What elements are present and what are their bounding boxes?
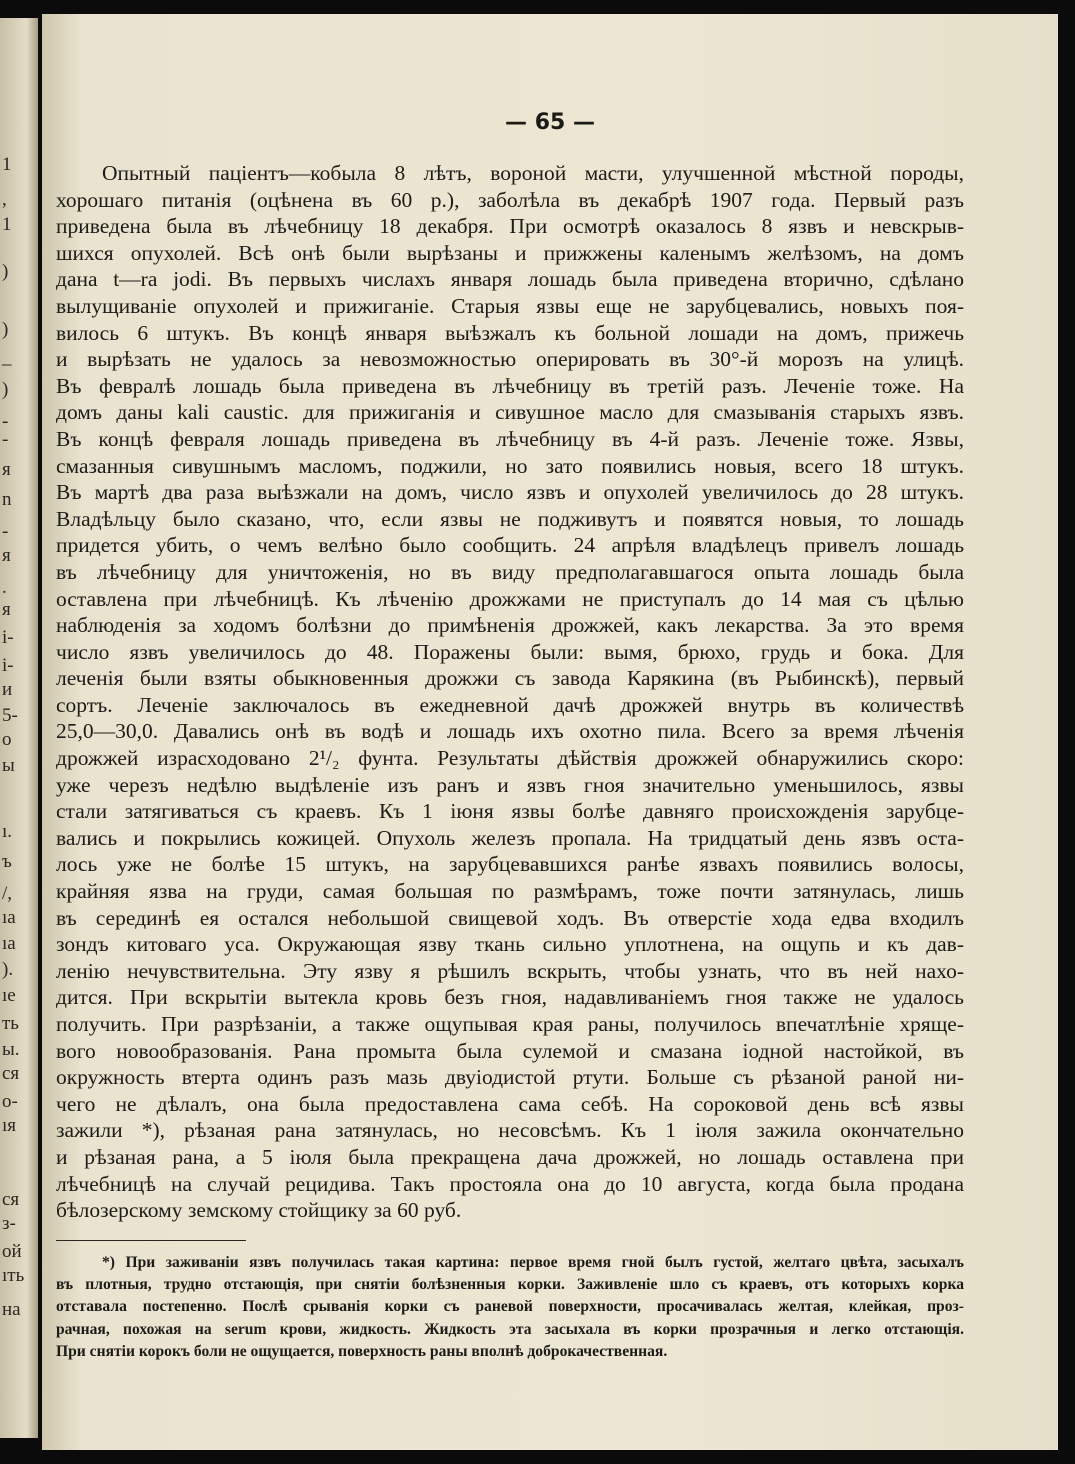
book-page <box>42 14 1058 1450</box>
adjacent-page-fragment: ой <box>2 1241 22 1262</box>
adjacent-page-fragment: , <box>2 189 7 210</box>
adjacent-page-fragment: 5- <box>2 705 18 726</box>
adjacent-page-fragment: я <box>2 599 11 620</box>
text-line: придется убить, о чемъ велѣно было сообщить. 24 апрѣля владѣлецъ привелъ лошадь <box>56 533 964 558</box>
adjacent-page-edge <box>0 18 38 1438</box>
text-line: вылущиваніе опухолей и прижиганіе. Старыя язвы еще не зарубцевались, новыхъ поя- <box>56 293 964 318</box>
adjacent-page-fragment: ıe <box>2 985 16 1006</box>
adjacent-page-fragment: 1 <box>2 214 12 235</box>
text-line: зажили *), рѣзаная рана затянулась, но несовсѣмъ. Къ 1 іюля зажила окончательно <box>56 1118 964 1143</box>
adjacent-page-fragment: n <box>2 489 12 510</box>
footnote-separator <box>56 1240 246 1241</box>
adjacent-page-fragment: ). <box>2 959 14 980</box>
text-line: леченія были взяты обыкновенныя дрожжи съ завода Карякина (въ Рыбинскѣ), первый <box>56 666 964 691</box>
text-line: Въ февралѣ лошадь была приведена въ лѣчебницу въ третій разъ. Леченіе тоже. На <box>56 373 964 398</box>
adjacent-page-fragment: з- <box>2 1213 16 1234</box>
adjacent-page-fragment: ы. <box>2 1039 20 1060</box>
text-line: вилось 6 штукъ. Въ концѣ января выѣзжалъ къ больной лошади на домъ, прижечь <box>56 320 964 345</box>
adjacent-page-fragment: ть <box>2 1013 19 1034</box>
adjacent-page-fragment: - <box>2 429 9 450</box>
text-line: и рѣзаная рана, а 5 іюля была прекращена дача дрожжей, но лошадь оставлена при <box>56 1144 964 1169</box>
text-line: оставлена при лѣчебницѣ. Къ лѣченію дрожжами не приступалъ до 14 мая съ цѣлью <box>56 586 964 611</box>
adjacent-page-fragment: о- <box>2 1091 18 1112</box>
text-line: бѣлозерскому земскому стойщику за 60 руб. <box>56 1198 462 1223</box>
text-line: домъ даны kali caustic. для прижиганія и сивушное масло для смазыванія старыхъ язвъ. <box>56 400 964 425</box>
adjacent-page-fragment: я <box>2 545 11 566</box>
text-line: зондъ китоваго уса. Окружающая язву ткань сильно уплотнена, на ощупь и къ дав- <box>56 932 964 957</box>
text-line: 25,0—30,0. Давались онѣ въ водѣ и лошадь ихъ охотно пила. Всего за время лѣченія <box>56 719 964 744</box>
text-line: вались и покрылись кожицей. Опухоль железъ пропала. На тридцатый день язвъ оста- <box>56 825 964 850</box>
text-line: лѣчебницѣ на случай рецидива. Такъ простояла она до 10 августа, когда была продана <box>56 1171 964 1196</box>
text-line: смазанныя сивушнымъ масломъ, поджили, но зато появились новыя, всего 18 штукъ. <box>56 453 964 478</box>
footnote-line: При снятіи корокъ боли не ощущается, поверхность раны вполнѣ доброкачественная. <box>56 1342 668 1360</box>
text-line: получить. При разрѣзаніи, а также ощупывая края раны, получилось впечатлѣніе хряще- <box>56 1012 964 1036</box>
page-number: — 65 — <box>505 110 595 135</box>
body-text <box>56 160 964 1224</box>
text-line: Владѣльцу было сказано, что, если язвы не подживутъ и появятся новыя, то лошадь <box>56 506 964 531</box>
adjacent-page-fragment: я <box>2 459 11 480</box>
adjacent-page-fragment: - <box>2 411 9 432</box>
text-line: Опытный паціентъ—кобыла 8 лѣтъ, вороной масти, улучшенной мѣстной породы, <box>102 161 964 185</box>
adjacent-page-fragment: ıя <box>2 1115 17 1136</box>
text-line: стали затягиваться съ краевъ. Къ 1 іюня язвы болѣе давняго происхожденія зарубце- <box>56 799 964 824</box>
adjacent-page-fragment: ся <box>2 1189 20 1210</box>
adjacent-page-fragment: _ <box>2 347 12 368</box>
text-line: крайняя язва на груди, самая большая по размѣрамъ, тоже почти затянулась, лишь <box>56 879 964 904</box>
adjacent-page-fragment: ы <box>2 755 15 776</box>
text-line: сортъ. Леченіе заключалось въ ежедневной дачѣ дрожжей внутрь въ количествѣ <box>56 692 964 717</box>
adjacent-page-fragment: /, <box>2 883 13 904</box>
adjacent-page-fragment: . <box>2 577 7 598</box>
adjacent-page-fragment: ı. <box>2 821 13 842</box>
footnote <box>56 1252 964 1363</box>
text-line: въ серединѣ ея остался небольшой свищевой ходъ. Въ отверстіе хода едва входилъ <box>56 905 964 930</box>
text-line: дана t—ra jodi. Въ первыхъ числахъ января лошадь была приведена вторично, сдѣлано <box>56 267 964 292</box>
text-line: хорошаго питанія (оцѣнена въ 60 р.), заболѣла въ декабрѣ 1907 года. Первый разъ <box>56 187 964 212</box>
text-line: вого новообразованія. Рана промыта была сулемой и смазана іодной настойкой, въ <box>56 1038 964 1063</box>
text-line: приведена была въ лѣчебницу 18 декабря. При осмотрѣ оказалось 8 язвъ и невскрыв- <box>56 214 964 239</box>
footnote-line: рачная, похожая на serum крови, жидкость. Жидкость эта засыхала въ корки прозрачныя и легко отстающія. <box>56 1320 964 1338</box>
adjacent-page-fragment: ся <box>2 1063 20 1084</box>
adjacent-page-fragment: о <box>2 729 12 750</box>
adjacent-page-fragment: i- <box>2 627 14 648</box>
text-line: шихся опухолей. Всѣ онѣ были вырѣзаны и прижжены каленымъ желѣзомъ, на домъ <box>56 240 964 265</box>
text-line: дрожжей израсходовано 2¹/₂ фунта. Результаты дѣйствія дрожжей обнаружились скоро: <box>56 746 964 771</box>
text-line: дится. При вскрытіи вытекла кровь безъ гноя, надавливаніемъ гноя также не удалось <box>56 985 964 1010</box>
adjacent-page-fragment: 1 <box>2 154 12 175</box>
adjacent-page-fragment: ъ <box>2 851 12 872</box>
adjacent-page-fragment: ) <box>2 261 9 282</box>
adjacent-page-fragment: ıa <box>2 907 16 928</box>
footnote-line: *) При заживаніи язвъ получилась такая картина: первое время гной былъ густой, желтаго цвѣта, засыхалъ <box>102 1254 964 1271</box>
text-line: и вырѣзать не удалось за невозможностью оперировать въ 30°-й морозъ на улицѣ. <box>56 347 964 372</box>
adjacent-page-fragment: ıa <box>2 933 16 954</box>
text-line: ленію нечувствительна. Эту язву я рѣшилъ вскрыть, чтобы узнать, что въ ней нахо- <box>56 958 964 983</box>
footnote-line: въ плотныя, трудно отстающія, при снятіи болѣзненныя корки. Заживленіе шло съ краевъ, отъ которыхъ корка <box>56 1276 964 1294</box>
text-line: уже черезъ недѣлю выдѣленіе изъ ранъ и язвъ гноя значительно уменьшилось, язвы <box>56 772 964 797</box>
adjacent-page-fragment: ıть <box>2 1265 25 1286</box>
adjacent-page-fragment: на <box>2 1299 21 1320</box>
text-line: въ лѣчебницу для уничтоженія, но въ виду предполагавшагося опыта лошадь была <box>56 559 964 584</box>
text-line: лось уже не болѣе 15 штукъ, на зарубцевавшихся ранѣе язвахъ появились волосы, <box>56 852 964 877</box>
text-line: Въ мартѣ два раза выѣзжали на домъ, число язвъ и опухолей увеличилось до 28 штукъ. <box>56 480 964 505</box>
adjacent-page-fragment: ) <box>2 319 9 340</box>
text-line: чего не дѣлалъ, она была предоставлена сама себѣ. На сороковой день всѣ язвы <box>56 1091 964 1116</box>
adjacent-page-fragment: ) <box>2 379 9 400</box>
text-line: наблюденія за ходомъ болѣзни до примѣненія дрожжей, какъ лекарства. За это время <box>56 613 964 638</box>
adjacent-page-fragment: - <box>2 521 9 542</box>
text-line: Въ концѣ февраля лошадь приведена въ лѣчебницу въ 4-й разъ. Леченіе тоже. Язвы, <box>56 426 964 451</box>
adjacent-page-fragment: i- <box>2 655 14 676</box>
text-line: число язвъ увеличилось до 48. Поражены были: вымя, брюхо, грудь и бока. Для <box>56 639 964 664</box>
text-line: окружность втерта одинъ разъ мазь двуіодистой ртути. Больше съ рѣзаной раной ни- <box>56 1065 964 1090</box>
adjacent-page-fragment: и <box>2 679 13 700</box>
footnote-line: отставала постепенно. Послѣ срыванія корки съ раневой поверхности, просачивалась желтая, клейкая, проз- <box>56 1298 964 1316</box>
